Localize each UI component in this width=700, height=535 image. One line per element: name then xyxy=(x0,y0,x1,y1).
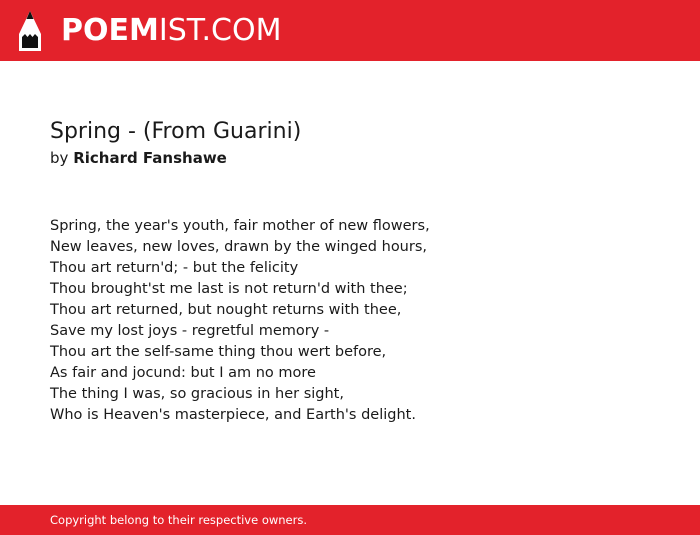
poem-body xyxy=(50,216,650,426)
by-label: by xyxy=(50,149,69,167)
poem-line: Spring, the year's youth, fair mother of new flowers, xyxy=(50,218,430,234)
poem-line: Thou art returned, but nought returns with thee, xyxy=(50,302,402,318)
logo-text-light: IST.COM xyxy=(158,12,282,48)
poem-line: Who is Heaven's masterpiece, and Earth's delight. xyxy=(50,407,416,423)
poem-content xyxy=(50,118,650,426)
copyright-notice: Copyright belong to their respective owners. xyxy=(50,513,308,527)
logo-text-bold: POEM xyxy=(61,12,159,48)
poem-line: Thou art return'd; - but the felicity xyxy=(50,260,299,276)
poem-line: As fair and jocund: but I am no more xyxy=(50,365,316,381)
pencil-icon xyxy=(18,10,42,52)
poem-line: The thing I was, so gracious in her sight, xyxy=(50,386,344,402)
poem-line: Save my lost joys - regretful memory - xyxy=(50,323,330,339)
poem-byline xyxy=(50,148,650,168)
site-footer xyxy=(0,505,700,535)
poem-title: Spring - (From Guarini) xyxy=(50,119,302,144)
poem-line: Thou brought'st me last is not return'd with thee; xyxy=(50,281,408,297)
site-logo-link[interactable] xyxy=(18,10,281,52)
poem-line: Thou art the self-same thing thou wert before, xyxy=(50,344,387,360)
site-logo-text xyxy=(61,12,282,48)
poem-author: Richard Fanshawe xyxy=(73,149,227,167)
site-header xyxy=(0,0,700,61)
poem-line: New leaves, new loves, drawn by the winged hours, xyxy=(50,239,427,255)
